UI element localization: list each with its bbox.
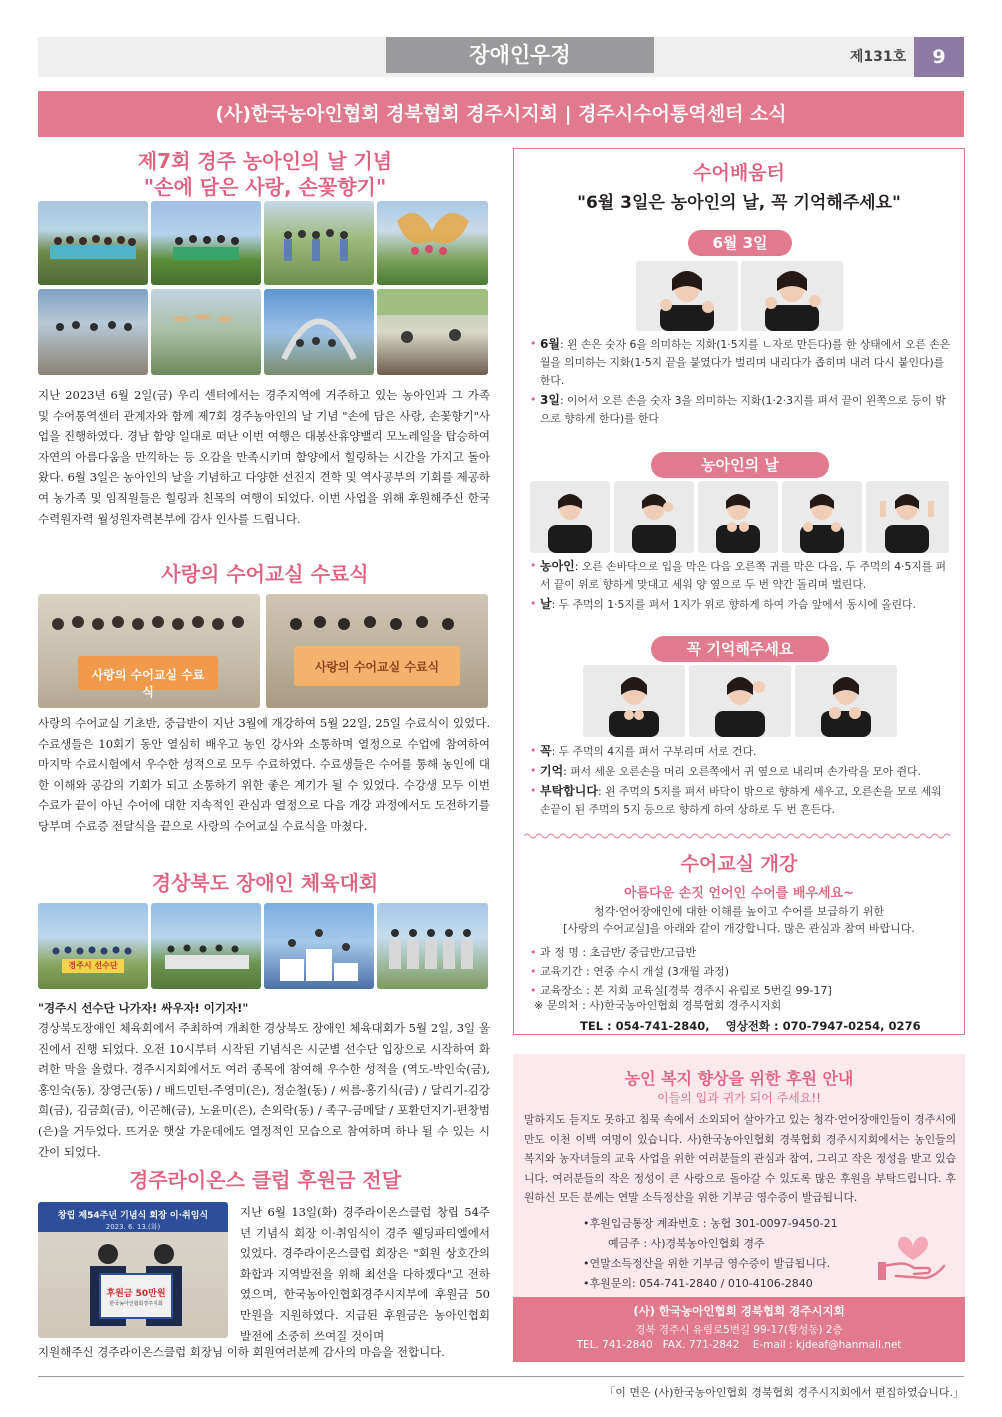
photo-sports-podium bbox=[264, 903, 374, 989]
term: 꼭 bbox=[540, 744, 552, 758]
class-subtitle: 아름다운 손짓 언어인 수어를 배우세요~ bbox=[624, 886, 854, 901]
pill-deaf-day: 농아인의 날 bbox=[651, 452, 829, 478]
term: 날 bbox=[540, 597, 552, 611]
sign-photo-deaf-2 bbox=[614, 481, 694, 553]
photo-train-interior bbox=[377, 289, 488, 375]
class-course: • 과 정 명 : 초급반/ 중급반/고급반 bbox=[530, 944, 955, 962]
page-footer-note: 「이 면은 (사)한국농아인협회 경북협회 경주시지회에서 편집하였습니다.」 bbox=[604, 1386, 964, 1399]
graduation-banner-right: 사랑의 수어교실 수료식 bbox=[314, 660, 440, 674]
article-4-body-wide: 지원해주신 경주라이온스클럽 회장님 이하 회원여러분께 감사의 마음을 전합니다. bbox=[38, 1345, 445, 1359]
donation-org: (사) 한국농아인협회 경북협회 경주시지회 bbox=[633, 1304, 845, 1318]
sign-item-please bbox=[530, 782, 955, 819]
graduation-banner-left: 사랑의 수어교실 수료식 bbox=[91, 668, 205, 699]
class-intro-1: 청각·언어장애인에 대한 이해를 높이고 수어를 보급하기 위한 bbox=[593, 905, 885, 918]
sign-item-surely bbox=[530, 742, 955, 761]
photo-group-arch bbox=[264, 289, 374, 375]
class-location: • 교육장소 : 본 지회 교육실[경북 경주시 유림로 5번길 99-17] bbox=[530, 982, 955, 1000]
class-intro-2: [사랑의 수어교실]을 아래와 같이 개강합니다. 많은 관심과 참여 바랍니다. bbox=[563, 922, 915, 935]
term: 농아인 bbox=[540, 559, 575, 573]
sign-photo-deaf-5 bbox=[866, 481, 949, 553]
donation-address: 경북 경주시 유림로5번길 99-17(황성동) 2층 bbox=[635, 1324, 843, 1336]
article-1-title-line1: 제7회 경주 농아인의 날 기념 bbox=[137, 149, 393, 173]
desc: : 이어서 오른 손을 숫자 3을 의미하는 지화(1·2·3지를 펴서 끝이 왼쪽으로 등이 밖으로 향하게 한다)를 한다 bbox=[540, 394, 946, 425]
bottom-rule bbox=[38, 1376, 964, 1377]
sign-headline: "6월 3일은 농아인의 날, 꼭 기억해주세요" bbox=[577, 193, 901, 213]
sign-item-june bbox=[530, 335, 955, 390]
desc: : 왼 주먹의 5지를 펴서 바닥이 밖으로 향하게 세우고, 오른손을 모로 세워 손끝이 된 주먹의 5지 등으로 향하게 하여 상하로 두 번 흔든다. bbox=[540, 785, 942, 816]
lions-board-amount: 후원금 50만원 bbox=[106, 1289, 166, 1299]
pill-june-3: 6월 3일 bbox=[688, 230, 792, 256]
photo-group-rocks bbox=[38, 289, 148, 375]
sign-section-title: 수어배움터 bbox=[693, 162, 785, 184]
heart-hand-icon bbox=[878, 1218, 948, 1286]
page-header bbox=[38, 37, 964, 77]
photo-group-banner bbox=[38, 201, 148, 285]
sign-item-deaf bbox=[530, 557, 955, 594]
photo-group-garden bbox=[264, 201, 374, 285]
donation-contact: TEL. 741-2840 FAX. 771-2842 E-mail : kjdeaf@hanmail.net bbox=[576, 1339, 902, 1351]
photo-sports-banner bbox=[151, 903, 261, 989]
lions-photo-date: 2023. 6. 13.(화) bbox=[105, 1223, 161, 1231]
term: 3일 bbox=[540, 393, 560, 407]
donation-subtitle: 이들의 입과 귀가 되어 주세요!! bbox=[657, 1091, 821, 1105]
photo-butterfly-sculpture bbox=[377, 201, 488, 285]
article-3-title: 경상북도 장애인 체육대회 bbox=[151, 871, 379, 895]
article-1-title-line2: "손에 담은 사랑, 손꽃향기" bbox=[143, 175, 387, 199]
donation-inquiry: •후원문의: 054-741-2840 / 010-4106-2840 bbox=[583, 1277, 813, 1290]
sign-photo-deaf-1 bbox=[530, 481, 610, 553]
donation-receipt: •연말소득정산을 위한 기부금 영수증이 발급됩니다. bbox=[583, 1257, 831, 1270]
article-3-body: 경상북도장애인 체육회에서 주최하여 개최한 경상북도 장애인 체육대회가 5월 2일, 3일 울진에서 진행 되었다. 오전 10시부터 시작된 기념식은 시군별 선수단 입장으로 시작하여 화려한 막을 올렸다. 경주시지회에서도 여러 종목에 참여해 우수한 성적을 (역도-박인숙(금), 홍인숙(동), 장영근(동) / 배드민턴-주영미(은), 정순철(동) / 씨름-홍기식(금) / 달리기-김강희(금), 김금희(금), 이곤해(금), 노윤미(은), 손외락(동) / 족구-금메달 / 포환던지기-편창범(은)을 거두었다. 뜨거운 햇살 가운데에도 열정적인 모습으로 참여하며 하나 될 수 있는 시간이 되었다. bbox=[38, 1021, 490, 1159]
donation-body: 말하지도 듣지도 못하고 침묵 속에서 소외되어 살아가고 있는 청각·언어장애인들이 경주시에만도 이천 이백 여명이 있습니다. 사)한국농아인협회 경북협회 경주시지회에서는 농인들의 복지와 농자녀들의 교육 사업을 위한 여러분들의 관심과 참여, 그리고 작은 정성을 받고 있습니다. 여러분들의 작은 정성이 큰 사랑으로 돌아갈 수 있도록 많은 후원을 부탁드립니다. 후원하신 모든 분께는 연말 소득정산을 위한 기부금 영수증이 발급됩니다. bbox=[524, 1113, 956, 1205]
term: 부탁합니다 bbox=[540, 784, 598, 798]
page-number: 9 bbox=[914, 37, 964, 77]
class-period: • 교육기간 : 연중 수시 개설 (3개월 과정) bbox=[530, 963, 955, 981]
term: 6월 bbox=[540, 337, 560, 351]
class-title: 수어교실 개강 bbox=[680, 853, 798, 875]
article-4-body-narrow: 지난 6월 13일(화) 경주라이온스클럽 창립 54주년 기념식 회장 이·취임식이 경주 웰딩파티엘에서 있었다. 경주라이온스클럽 회장은 "회원 상호간의 화합과 지역발전을 위해 최선을 다하겠다"고 전하였으며, 한국농아인협회경주시지부에 후원금 50만원을 지원하였다. 지급된 후원금은 농아인협회 발전에 소중히 쓰여질 것이며 bbox=[240, 1205, 490, 1343]
term: 기억 bbox=[540, 764, 564, 778]
sign-list-deaf-day bbox=[530, 557, 955, 615]
photo-graduation-left bbox=[38, 594, 260, 708]
donation-account: •후원입금통장 계좌번호 : 농협 301-0097-9450-21 bbox=[583, 1217, 838, 1230]
sports-banner-text: 경주시 선수단 bbox=[68, 961, 118, 970]
desc: : 왼 손은 숫자 6을 의미하는 지화(1·5지를 ㄴ자로 만든다)를 한 상태에서 오른 손은 월을 의미하는 지화(1·5지 끝을 붙였다가 벌리며 내리다가 좁히며 내려 다시 붙인다)를 한다. bbox=[540, 338, 951, 387]
article-1-body: 지난 2023년 6월 2일(금) 우리 센터에서는 경주지역에 거주하고 있는 농아인과 그 가족 및 수어통역센터 관계자와 함께 제7회 경주농아인의 날 기념 "손에 담은 사랑, 손꽃향기"사업을 진행하였다. 경남 함양 일대로 떠난 이번 여행은 대봉산휴양밸리 모노레일을 탑승하여 자연의 아름다움을 만끽하는 등 오감을 만족시키며 함양에서 힐링하는 시간을 가지고 돌아왔다. 6월 3일은 농아인의 날을 기념하고 다양한 선진지 견학 및 역사공부의 기회를 제공하여 농가족 및 임직원들은 힐링과 친목의 여행이 되었다. 이번 사업을 위해 후원해주신 한국수력원자력 월성원자력본부에 감사 인사를 드립니다. bbox=[38, 388, 490, 526]
sign-photo-remember-3 bbox=[795, 665, 897, 737]
class-contact: ※ 문의처 : 사)한국농아인협회 경북협회 경주시지회 bbox=[534, 999, 782, 1012]
sign-photo-deaf-3 bbox=[698, 481, 778, 553]
sign-item-day bbox=[530, 595, 955, 614]
donation-title: 농인 복지 향상을 위한 후원 안내 bbox=[624, 1069, 854, 1088]
donation-holder: 예금주 : 사)경북농아인협회 경주 bbox=[608, 1237, 765, 1250]
photo-group-green-banner bbox=[151, 201, 261, 285]
sign-photo-june-2 bbox=[741, 261, 843, 331]
lions-board-org: 한국농아인협회경주지회 bbox=[109, 1301, 163, 1307]
section-banner: (사)한국농아인협회 경북협회 경주시지회 | 경주시수어통역센터 소식 bbox=[38, 91, 964, 137]
article-4-title: 경주라이온스 클럽 후원금 전달 bbox=[128, 1168, 402, 1192]
class-tel: TEL : 054-741-2840, 영상전화 : 070-7947-0254, 0276 bbox=[580, 1019, 921, 1033]
sign-item-remember bbox=[530, 762, 955, 781]
desc: : 두 주먹의 1·5지를 펴서 1지가 위로 향하게 하여 가슴 앞에서 동시에 올린다. bbox=[551, 598, 916, 611]
wavy-divider bbox=[524, 832, 954, 840]
photo-sports-medals bbox=[377, 903, 488, 989]
article-2-title: 사랑의 수어교실 수료식 bbox=[161, 562, 369, 586]
article-2-body: 사랑의 수어교실 기초반, 중급반이 지난 3월에 개강하여 5월 22일, 25일 수료식이 있었다. 수료생들은 10회기 동안 열심히 배우고 농인 강사와 소통하며 열정으로 수업에 참여하여 마지막 수료시험에서 우수한 성적으로 모두 수료하였다. 수료생들은 수어를 통해 농인에 대한 이해와 공감의 기회가 되고 소통하기 위한 좋은 계기가 될 수 있었다. 수강생 모두 이번 수료가 끝이 아닌 수어에 대한 지속적인 관심과 열정으로 다음 개강 과정에서도 도전하기를 당부며 수료증 전달식을 끝으로 사랑의 수어교실 수료식을 마쳤다. bbox=[38, 716, 490, 833]
desc: : 오른 손바닥으로 입을 막은 다음 오른쪽 귀를 막은 다음, 두 주먹의 4·5지를 펴서 끝이 위로 향하게 맞대고 세워 양 옆으로 두 번 약간 돌리며 벌린다. bbox=[540, 560, 947, 591]
publication-logo: 장애인우정 bbox=[386, 37, 654, 73]
sign-list-june bbox=[530, 335, 955, 429]
sign-list-remember bbox=[530, 742, 955, 820]
sign-photo-deaf-4 bbox=[782, 481, 862, 553]
issue-number: 제131호 bbox=[849, 49, 907, 65]
class-details bbox=[530, 944, 955, 1001]
article-1-title bbox=[38, 148, 492, 200]
lions-photo-banner: 창립 제54주년 기념식 회장 이·취임식 bbox=[57, 1211, 209, 1221]
sign-photo-remember-2 bbox=[689, 665, 791, 737]
photo-group-hats bbox=[151, 289, 261, 375]
photo-sports-group bbox=[38, 903, 148, 989]
sign-item-3rd bbox=[530, 391, 955, 428]
pill-remember: 꼭 기억해주세요 bbox=[651, 636, 829, 662]
desc: : 두 주먹의 4지를 펴서 구부리며 서로 건다. bbox=[551, 745, 757, 758]
sign-photo-june-1 bbox=[636, 261, 738, 331]
photo-lions-donation bbox=[38, 1202, 228, 1338]
sign-photo-remember-1 bbox=[583, 665, 685, 737]
photo-graduation-right bbox=[266, 594, 488, 708]
article-3-subtitle: "경주시 선수단 나가자! 싸우자! 이기자!" bbox=[38, 1001, 249, 1015]
desc: : 펴서 세운 오른손을 머리 오른쪽에서 귀 옆으로 내리며 손가락을 모아 쥔다. bbox=[563, 765, 921, 778]
